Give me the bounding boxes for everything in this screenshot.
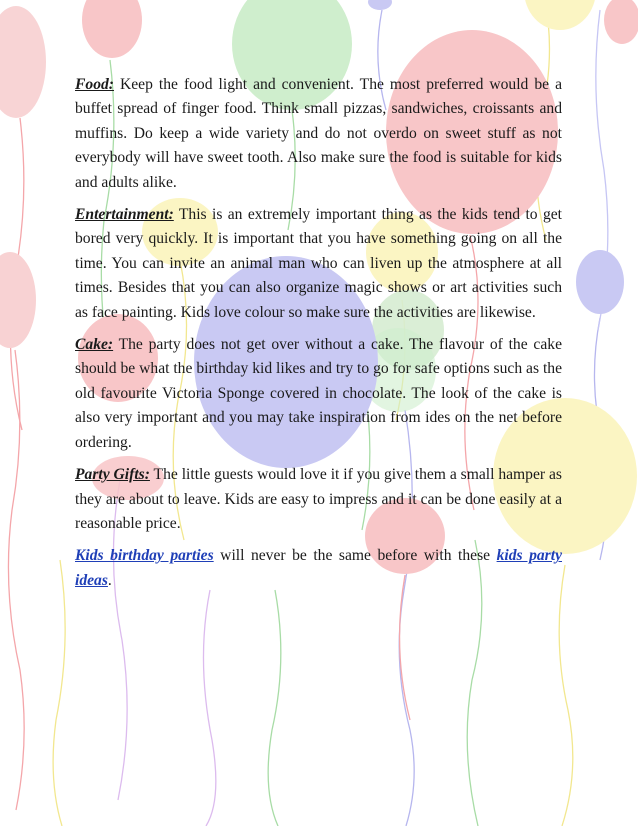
section-heading: Food:	[75, 76, 114, 93]
section-heading: Cake:	[75, 336, 114, 354]
paragraph-closing	[75, 544, 562, 593]
kids-party-ideas-link[interactable]: kids party ideas	[75, 547, 563, 589]
balloon-string	[53, 560, 65, 826]
balloon	[524, 0, 596, 30]
paragraph-cake	[75, 333, 562, 455]
balloon	[576, 250, 624, 314]
balloon	[0, 252, 36, 348]
section-heading: Party Gifts:	[75, 466, 150, 484]
section-text: This is an extremely important thing as the kids tend to get bored very quickly. It is important that you have something going on all the time. You can invite an animal man who can liven up the atmosphere at all times. Besides that you can also organize magic shows or art activities such as face painting. Kids love colour so make sure the activities are likewise.	[75, 206, 562, 321]
balloon	[82, 0, 142, 58]
closing-end: .	[107, 571, 112, 589]
section-text: The party does not get over without a cake. The flavour of the cake should be what the birthday kid likes and try to go for safe options such as the old favourite Victoria Sponge covered in chocolate. The look of the cake is also very important and you may take inspiration from ides on the net before ordering.	[75, 336, 562, 451]
paragraph-party-gifts	[75, 463, 562, 536]
section-text: The little guests would love it if you give them a small hamper as they are about to leave. Kids are easy to impress and it can be done easily at a reasonable price.	[75, 466, 562, 532]
section-heading: Entertainment:	[75, 206, 174, 224]
paragraph-food	[75, 73, 562, 195]
closing-text: will never be the same before with these	[213, 547, 497, 565]
paragraph-entertainment	[75, 203, 562, 325]
balloon-string	[203, 590, 215, 826]
balloon-string	[268, 590, 281, 826]
balloon-string	[8, 350, 24, 810]
article-body	[75, 73, 562, 601]
balloon	[604, 0, 638, 44]
balloon	[368, 0, 392, 10]
kids-birthday-parties-link[interactable]: Kids birthday parties	[75, 547, 214, 565]
balloon	[0, 6, 46, 118]
section-text: Keep the food light and convenient. The most preferred would be a buffet spread of finger food. Think small pizzas, sandwiches, croissants and muffins. Do keep a wide variety and do not overdo on sweet stuff as not everybody will have sweet tooth. Also make sure the food is suitable for kids and adults alike.	[75, 76, 562, 191]
balloon-string	[559, 565, 573, 826]
